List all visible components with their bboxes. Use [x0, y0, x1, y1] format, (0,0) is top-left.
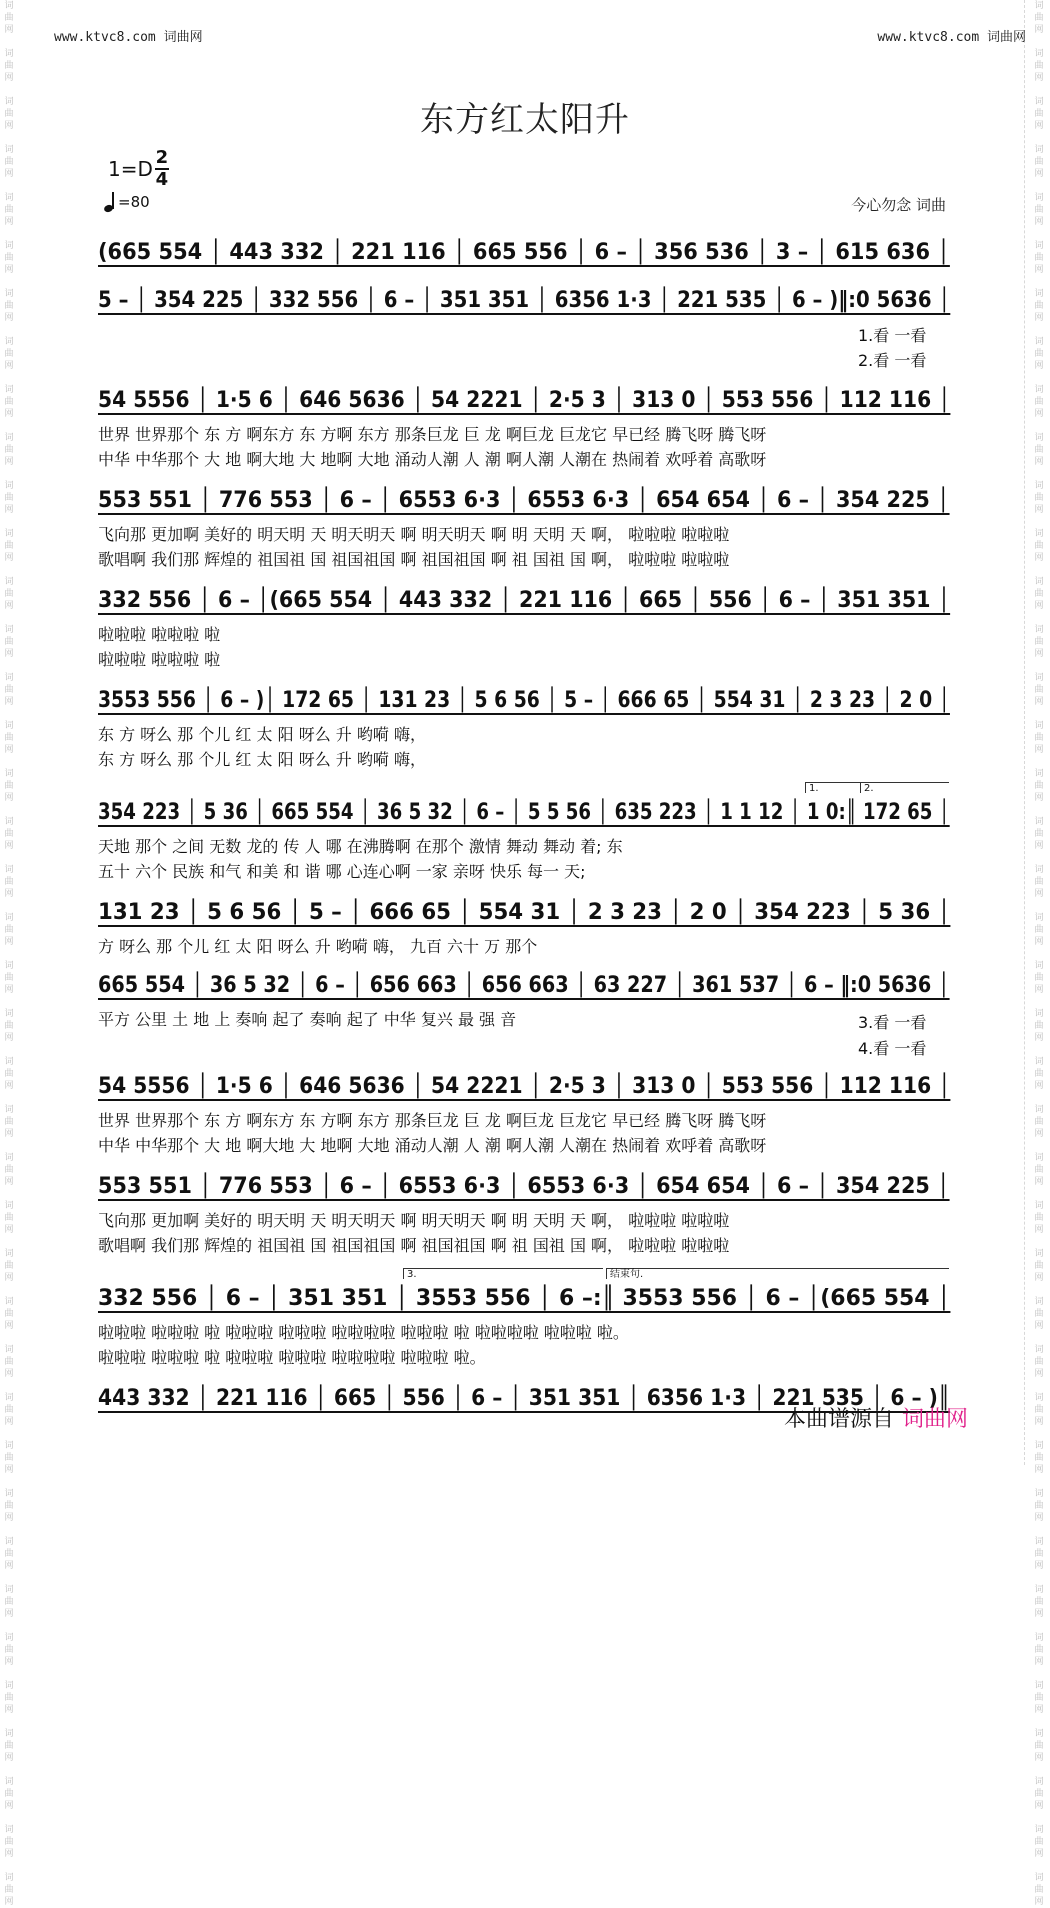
lyric-line: 歌唱啊 我们那 辉煌的 祖国祖 国 祖国祖国 啊 祖国祖国 啊 祖 国祖 国 啊， 啦啦啦 啦啦啦 — [98, 550, 730, 569]
score-line — [98, 580, 951, 669]
lyric-line: 啦啦啦 啦啦啦 啦 — [98, 625, 221, 644]
quarter-note-icon — [104, 191, 116, 213]
site-url-left[interactable]: www.ktvc8.com 词曲网 — [54, 30, 203, 45]
lyric-line: 世界 世界那个 东 方 啊东方 东 方啊 东方 那条巨龙 巨 龙 啊巨龙 巨龙它 早已经 腾飞呀 腾飞呀 — [98, 425, 767, 444]
lyric-line: 天地 那个 之间 无数 龙的 传 人 哪 在沸腾啊 在那个 激情 舞动 舞动 着; 东 — [98, 837, 623, 856]
tempo-marking — [104, 191, 150, 213]
volta-ending: 结束句. — [606, 1268, 949, 1279]
score-line — [98, 1278, 951, 1367]
lyric-line: 平方 公里 土 地 上 奏响 起了 奏响 起了 中华 复兴 最 强 音 — [98, 1010, 517, 1029]
score-line — [98, 280, 950, 320]
score-line — [98, 480, 950, 569]
time-signature — [155, 148, 169, 190]
score-line — [98, 380, 951, 469]
notation: 54 5556 │ 1·5 6 │ 646 5636 │ 54 2221 │ 2·5 3 │ 313 0 │ 553 556 │ 112 116 │ — [98, 1073, 951, 1099]
lyric-line: 歌唱啊 我们那 辉煌的 祖国祖 国 祖国祖国 啊 祖国祖国 啊 祖 国祖 国 啊， 啦啦啦 啦啦啦 — [98, 1236, 730, 1255]
lyric-line: 啦啦啦 啦啦啦 啦 啦啦啦 啦啦啦 啦啦啦啦 啦啦啦 啦。 — [98, 1348, 486, 1367]
verse-marker-2: 2.看 一看 — [858, 351, 927, 370]
score-line — [98, 792, 950, 881]
source-site[interactable]: 词曲网 — [902, 1407, 969, 1432]
verse-marker-4: 4.看 一看 — [858, 1039, 927, 1058]
notation: 553 551 │ 776 553 │ 6 – │ 6553 6·3 │ 6553 6·3 │ 654 654 │ 6 – │ 354 225 │ — [98, 1173, 950, 1199]
lyric-line: 东 方 呀么 那 个儿 红 太 阳 呀么 升 哟嗬 嗨， — [98, 750, 426, 769]
verse-marker-1: 1.看 一看 — [858, 326, 927, 345]
score-line — [98, 680, 950, 769]
lyric-line: 世界 世界那个 东 方 啊东方 东 方啊 东方 那条巨龙 巨 龙 啊巨龙 巨龙它 早已经 腾飞呀 腾飞呀 — [98, 1111, 767, 1130]
lyric-line: 方 呀么 那 个儿 红 太 阳 呀么 升 哟嗬 嗨， 九百 六十 万 那个 — [98, 937, 538, 956]
notation: 3553 556 │ 6 – )│ 172 65 │ 131 23 │ 5 6 56 │ 5 – │ 666 65 │ 554 31 │ 2 3 23 │ 2 0 │ — [98, 687, 950, 713]
time-top: 2 — [155, 147, 169, 168]
site-url-right[interactable]: www.ktvc8.com 词曲网 — [877, 30, 1026, 45]
lyric-line: 中华 中华那个 大 地 啊大地 大 地啊 大地 涌动人潮 人 潮 啊人潮 人潮在 热闹着 欢呼着 高歌呀 — [98, 1136, 767, 1155]
time-bottom: 4 — [155, 169, 169, 190]
notation: 131 23 │ 5 6 56 │ 5 – │ 666 65 │ 554 31 │ 2 3 23 │ 2 0 │ 354 223 │ 5 36 │ — [98, 899, 951, 925]
source-credit[interactable] — [784, 1402, 968, 1433]
song-title: 东方红太阳升 — [420, 100, 630, 140]
notation: 54 5556 │ 1·5 6 │ 646 5636 │ 54 2221 │ 2·5 3 │ 313 0 │ 553 556 │ 112 116 │ — [98, 387, 951, 413]
author-credit: 今心勿念 词曲 — [851, 196, 946, 214]
notation: 443 332 │ 221 116 │ 665 │ 556 │ 6 – │ 351 351 │ 6356 1·3 │ 221 535 │ 6 – )║ — [98, 1385, 951, 1411]
notation: 553 551 │ 776 553 │ 6 – │ 6553 6·3 │ 6553 6·3 │ 654 654 │ 6 – │ 354 225 │ — [98, 487, 950, 513]
lyric-line: 五十 六个 民族 和气 和美 和 谐 哪 心连心啊 一家 亲呀 快乐 每一 天; — [98, 862, 586, 881]
lyric-line: 啦啦啦 啦啦啦 啦 啦啦啦 啦啦啦 啦啦啦啦 啦啦啦 啦 啦啦啦啦 啦啦啦 啦。 — [98, 1323, 629, 1342]
key-signature — [108, 148, 169, 190]
lyric-line: 东 方 呀么 那 个儿 红 太 阳 呀么 升 哟嗬 嗨， — [98, 725, 426, 744]
tempo-value: =80 — [118, 193, 150, 211]
lyric-line: 中华 中华那个 大 地 啊大地 大 地啊 大地 涌动人潮 人 潮 啊人潮 人潮在 热闹着 欢呼着 高歌呀 — [98, 450, 767, 469]
notation: 332 556 │ 6 – │(665 554 │ 443 332 │ 221 116 │ 665 │ 556 │ 6 – │ 351 351 │ — [98, 587, 951, 613]
lyric-line: 飞向那 更加啊 美好的 明天明 天 明天明天 啊 明天明天 啊 明 天明 天 啊， 啦啦啦 啦啦啦 — [98, 525, 730, 544]
notation: 665 554 │ 36 5 32 │ 6 – │ 656 663 │ 656 663 │ 63 227 │ 361 537 │ 6 – ‖:0 5636 │ — [98, 972, 950, 998]
score-line — [98, 892, 951, 956]
watermark-right: 词 曲 网 词 曲 网 词 曲 网 词 曲 网 词 曲 网 词 曲 网 词 曲 网 词 曲 网 词 曲 网 词 曲 网 词 曲 网 词 曲 网 词 曲 网 词 曲 网 词 曲 网 词 曲 网 词 曲 网 词 曲 网 词 曲 网 词 曲 网 词 曲 网 词 曲 网 词 曲 网 词 曲 网 词 曲 网 词 曲 网 词 曲 网 词 曲 网 词 曲 网 词 曲 网 词 曲 网 词 曲 网 词 曲 网 词 曲 网 词 曲 网 词 曲 网 词 曲 网 词 曲 网 词 曲 网 词 曲 网 — [1032, 0, 1046, 1465]
watermark-left: 词 曲 网 词 曲 网 词 曲 网 词 曲 网 词 曲 网 词 曲 网 词 曲 网 词 曲 网 词 曲 网 词 曲 网 词 曲 网 词 曲 网 词 曲 网 词 曲 网 词 曲 网 词 曲 网 词 曲 网 词 曲 网 词 曲 网 词 曲 网 词 曲 网 词 曲 网 词 曲 网 词 曲 网 词 曲 网 词 曲 网 词 曲 网 词 曲 网 词 曲 网 词 曲 网 词 曲 网 词 曲 网 词 曲 网 词 曲 网 词 曲 网 词 曲 网 词 曲 网 词 曲 网 词 曲 网 词 曲 网 — [4, 1, 14, 1907]
score-line — [98, 1166, 950, 1255]
score-line — [98, 1066, 951, 1155]
notation: (665 554 │ 443 332 │ 221 116 │ 665 556 │ 6 – │ 356 536 │ 3 – │ 615 636 │ — [98, 239, 950, 265]
volta-2: 2. — [860, 782, 949, 793]
notation: 354 223 │ 5 36 │ 665 554 │ 36 5 32 │ 6 – │ 5 5 56 │ 635 223 │ 1 1 12 │ 1 0:║ 172 65 │ — [98, 799, 950, 825]
notation: 332 556 │ 6 – │ 351 351 │ 3553 556 │ 6 –:║ 3553 556 │ 6 – │(665 554 │ — [98, 1285, 951, 1311]
volta-3: 3. — [403, 1268, 603, 1279]
verse-marker-3: 3.看 一看 — [858, 1013, 927, 1032]
score-line — [98, 232, 950, 272]
lyric-line: 啦啦啦 啦啦啦 啦 — [98, 650, 221, 669]
lyric-line: 飞向那 更加啊 美好的 明天明 天 明天明天 啊 明天明天 啊 明 天明 天 啊， 啦啦啦 啦啦啦 — [98, 1211, 730, 1230]
notation: 5 – │ 354 225 │ 332 556 │ 6 – │ 351 351 │ 6356 1·3 │ 221 535 │ 6 – )‖:0 5636 │ — [98, 287, 951, 313]
source-label: 本曲谱源自 — [784, 1407, 895, 1432]
volta-1: 1. — [805, 782, 949, 793]
key-label: 1=D — [108, 157, 153, 181]
